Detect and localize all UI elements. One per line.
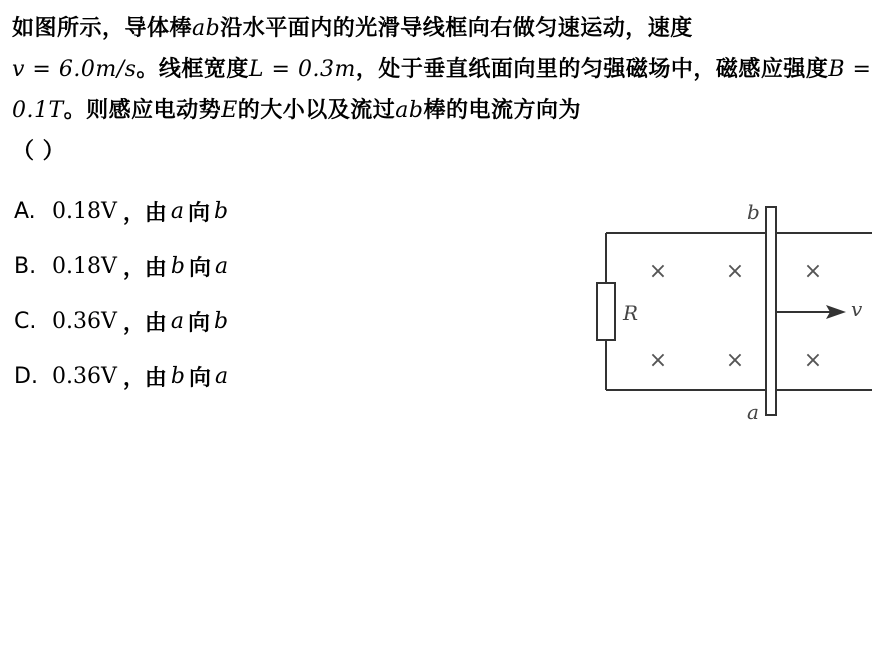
conductor-rod (766, 207, 776, 415)
field-cross: × (725, 259, 745, 284)
option-list (14, 184, 232, 404)
option-a[interactable] (14, 184, 232, 239)
question-text-3: 。线框宽度 (136, 56, 249, 82)
label-a: a (747, 400, 759, 424)
field-cross: × (803, 259, 823, 284)
option-from: b (170, 364, 185, 389)
option-sep: ，由 (122, 310, 167, 336)
circuit-figure (590, 195, 882, 427)
field-value: B = 0.1T (12, 57, 872, 123)
option-to: a (215, 254, 229, 279)
option-dir: 向 (188, 365, 211, 391)
var-ab: ab (192, 16, 221, 41)
question-text-2: 沿水平面内的光滑导线框向右做匀速运动，速度 (220, 15, 693, 41)
option-to: b (214, 199, 229, 224)
option-letter: D. (14, 364, 38, 389)
option-sep: ，由 (122, 365, 167, 391)
label-R: R (623, 301, 639, 325)
var-E: E (221, 98, 238, 123)
option-to: b (214, 309, 229, 334)
question-text-1: 如图所示，导体棒 (12, 15, 193, 41)
question-text-6: 的大小以及流过 (237, 97, 396, 123)
option-from: b (170, 254, 185, 279)
field-cross: × (648, 259, 668, 284)
question-stem (12, 8, 880, 171)
option-letter: B. (14, 254, 37, 279)
velocity-value: v = 6.0m/s (12, 57, 137, 82)
width-value: L = 0.3m (248, 57, 356, 82)
option-value: 0.18V (52, 199, 117, 224)
option-dir: 向 (188, 200, 211, 226)
option-from: a (170, 199, 185, 224)
field-cross: × (648, 348, 668, 373)
option-d[interactable] (14, 349, 232, 404)
option-value: 0.18V (52, 254, 117, 279)
question-text-7: 棒的电流方向为 (423, 97, 581, 123)
option-letter: A. (14, 199, 36, 224)
option-letter: C. (14, 309, 37, 334)
option-c[interactable] (14, 294, 232, 349)
field-cross: × (803, 348, 823, 373)
field-cross: × (725, 348, 745, 373)
label-v: v (851, 297, 863, 321)
option-value: 0.36V (52, 309, 117, 334)
question-text-5: 。则感应电动势 (63, 97, 222, 123)
answer-parentheses: （ ） (12, 138, 66, 164)
option-to: a (215, 364, 229, 389)
option-value: 0.36V (52, 364, 117, 389)
option-dir: 向 (188, 310, 211, 336)
option-b[interactable] (14, 239, 232, 294)
option-dir: 向 (188, 255, 211, 281)
question-text-4: ，处于垂直纸面向里的匀强磁场中，磁感应强度 (355, 56, 829, 82)
option-from: a (170, 309, 185, 334)
option-sep: ，由 (122, 255, 167, 281)
label-b: b (747, 200, 760, 224)
circuit-diagram (590, 195, 882, 427)
var-ab-2: ab (395, 98, 424, 123)
option-sep: ，由 (122, 200, 167, 226)
resistor (597, 283, 615, 340)
